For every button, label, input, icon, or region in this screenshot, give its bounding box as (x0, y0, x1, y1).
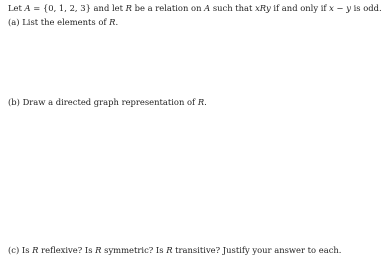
math-set-a: A (204, 3, 211, 13)
part-a-end: . (115, 17, 119, 27)
part-a-label: (a) (8, 17, 23, 27)
part-a-question (8, 17, 118, 27)
part-b-text: Draw a directed graph representation of (22, 97, 198, 107)
part-c-text: symmetric? (101, 245, 156, 255)
part-c-text: transitive? Justify your answer to each. (172, 245, 342, 255)
math-set-a: A (24, 3, 31, 13)
math-relation-r: R (32, 245, 39, 255)
set-definition: = {0, 1, 2, 3} and let (30, 3, 126, 13)
math-xry: xRy (255, 3, 271, 13)
problem-statement (8, 3, 382, 13)
part-c-text: Is (155, 245, 167, 255)
intro-text: be a relation on (131, 3, 205, 13)
math-relation-r: R (166, 245, 173, 255)
part-b-question (8, 97, 207, 107)
part-c-label: (c) (8, 245, 22, 255)
part-c-text: Is (21, 245, 33, 255)
part-b-end: . (204, 97, 207, 107)
math-x-minus-y: x − y (329, 3, 351, 13)
math-relation-r: R (197, 97, 205, 107)
part-c-text: Is (84, 245, 96, 255)
intro-text: is odd. (350, 3, 382, 13)
intro-text: Let (8, 3, 25, 13)
math-relation-r: R (109, 17, 116, 27)
math-relation-r: R (95, 245, 102, 255)
part-c-question (8, 245, 341, 255)
part-c-text: reflexive? (38, 245, 85, 255)
intro-text: if and only if (270, 3, 330, 13)
part-a-text: List the elements of (22, 17, 110, 27)
math-relation-r: R (125, 3, 132, 13)
part-b-label: (b) (8, 97, 23, 107)
intro-text: such that (210, 3, 256, 13)
